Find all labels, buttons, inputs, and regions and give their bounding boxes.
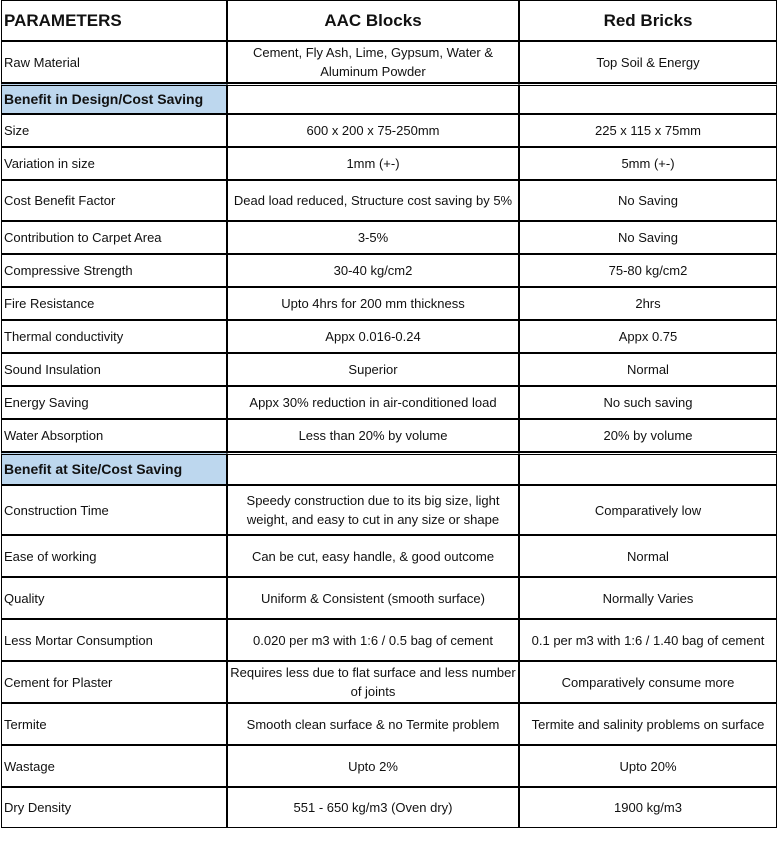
table-row xyxy=(1,254,777,287)
table-row xyxy=(1,745,777,787)
aac-value: Appx 30% reduction in air-conditioned load xyxy=(227,386,519,419)
header-aac: AAC Blocks xyxy=(227,0,519,41)
red-value: 0.1 per m3 with 1:6 / 1.40 bag of cement xyxy=(519,619,777,661)
row-label: Compressive Strength xyxy=(1,254,227,287)
red-value: 20% by volume xyxy=(519,419,777,452)
aac-value: 3-5% xyxy=(227,221,519,254)
row-label: Less Mortar Consumption xyxy=(1,619,227,661)
red-value: Termite and salinity problems on surface xyxy=(519,703,777,745)
red-value: Comparatively consume more xyxy=(519,661,777,703)
table-row xyxy=(1,485,777,535)
aac-value: Requires less due to flat surface and less number of joints xyxy=(227,661,519,703)
section-row xyxy=(1,452,777,485)
table-row xyxy=(1,147,777,180)
aac-value: Smooth clean surface & no Termite problem xyxy=(227,703,519,745)
row-label: Wastage xyxy=(1,745,227,787)
row-label: Variation in size xyxy=(1,147,227,180)
table-row xyxy=(1,577,777,619)
table-row xyxy=(1,787,777,828)
row-label: Raw Material xyxy=(1,41,227,83)
row-label: Ease of working xyxy=(1,535,227,577)
aac-value: Speedy construction due to its big size, light weight, and easy to cut in any size or shape xyxy=(227,485,519,535)
row-label: Size xyxy=(1,114,227,147)
table-row xyxy=(1,419,777,452)
aac-value: 0.020 per m3 with 1:6 / 0.5 bag of cement xyxy=(227,619,519,661)
header-parameters: PARAMETERS xyxy=(1,0,227,41)
red-value: 1900 kg/m3 xyxy=(519,787,777,828)
row-label: Fire Resistance xyxy=(1,287,227,320)
red-value: 5mm (+-) xyxy=(519,147,777,180)
aac-value: 30-40 kg/cm2 xyxy=(227,254,519,287)
aac-value: 1mm (+-) xyxy=(227,147,519,180)
header-red: Red Bricks xyxy=(519,0,777,41)
table-row xyxy=(1,320,777,353)
red-value: 75-80 kg/cm2 xyxy=(519,254,777,287)
aac-value: Superior xyxy=(227,353,519,386)
row-label: Termite xyxy=(1,703,227,745)
row-label: Cost Benefit Factor xyxy=(1,180,227,221)
row-label: Construction Time xyxy=(1,485,227,535)
row-label: Contribution to Carpet Area xyxy=(1,221,227,254)
red-value: Normal xyxy=(519,353,777,386)
aac-value: Uniform & Consistent (smooth surface) xyxy=(227,577,519,619)
red-value: 2hrs xyxy=(519,287,777,320)
table-row xyxy=(1,114,777,147)
row-label: Thermal conductivity xyxy=(1,320,227,353)
aac-value: Upto 4hrs for 200 mm thickness xyxy=(227,287,519,320)
header-row xyxy=(1,0,777,41)
aac-value: Less than 20% by volume xyxy=(227,419,519,452)
red-value: 225 x 115 x 75mm xyxy=(519,114,777,147)
table-row xyxy=(1,41,777,83)
comparison-table xyxy=(1,0,777,828)
section-label: Benefit at Site/Cost Saving xyxy=(1,452,227,485)
table-row xyxy=(1,287,777,320)
table-row xyxy=(1,221,777,254)
aac-value: Can be cut, easy handle, & good outcome xyxy=(227,535,519,577)
table-row xyxy=(1,535,777,577)
row-label: Energy Saving xyxy=(1,386,227,419)
red-value: Normal xyxy=(519,535,777,577)
aac-value: Appx 0.016-0.24 xyxy=(227,320,519,353)
red-value: Normally Varies xyxy=(519,577,777,619)
table-row xyxy=(1,703,777,745)
red-value: Comparatively low xyxy=(519,485,777,535)
red-value: Upto 20% xyxy=(519,745,777,787)
table-row xyxy=(1,661,777,703)
table-row xyxy=(1,386,777,419)
red-value: No Saving xyxy=(519,221,777,254)
section-label: Benefit in Design/Cost Saving xyxy=(1,83,227,114)
table-row xyxy=(1,180,777,221)
aac-value: Dead load reduced, Structure cost saving by 5% xyxy=(227,180,519,221)
aac-value: 551 - 650 kg/m3 (Oven dry) xyxy=(227,787,519,828)
table-row xyxy=(1,619,777,661)
aac-value: 600 x 200 x 75-250mm xyxy=(227,114,519,147)
row-label: Dry Density xyxy=(1,787,227,828)
aac-value: Cement, Fly Ash, Lime, Gypsum, Water & Aluminum Powder xyxy=(227,41,519,83)
red-value: Appx 0.75 xyxy=(519,320,777,353)
red-value: Top Soil & Energy xyxy=(519,41,777,83)
red-value: No Saving xyxy=(519,180,777,221)
red-value: No such saving xyxy=(519,386,777,419)
row-label: Water Absorption xyxy=(1,419,227,452)
row-label: Cement for Plaster xyxy=(1,661,227,703)
row-label: Quality xyxy=(1,577,227,619)
row-label: Sound Insulation xyxy=(1,353,227,386)
section-row xyxy=(1,83,777,114)
aac-value: Upto 2% xyxy=(227,745,519,787)
table-row xyxy=(1,353,777,386)
